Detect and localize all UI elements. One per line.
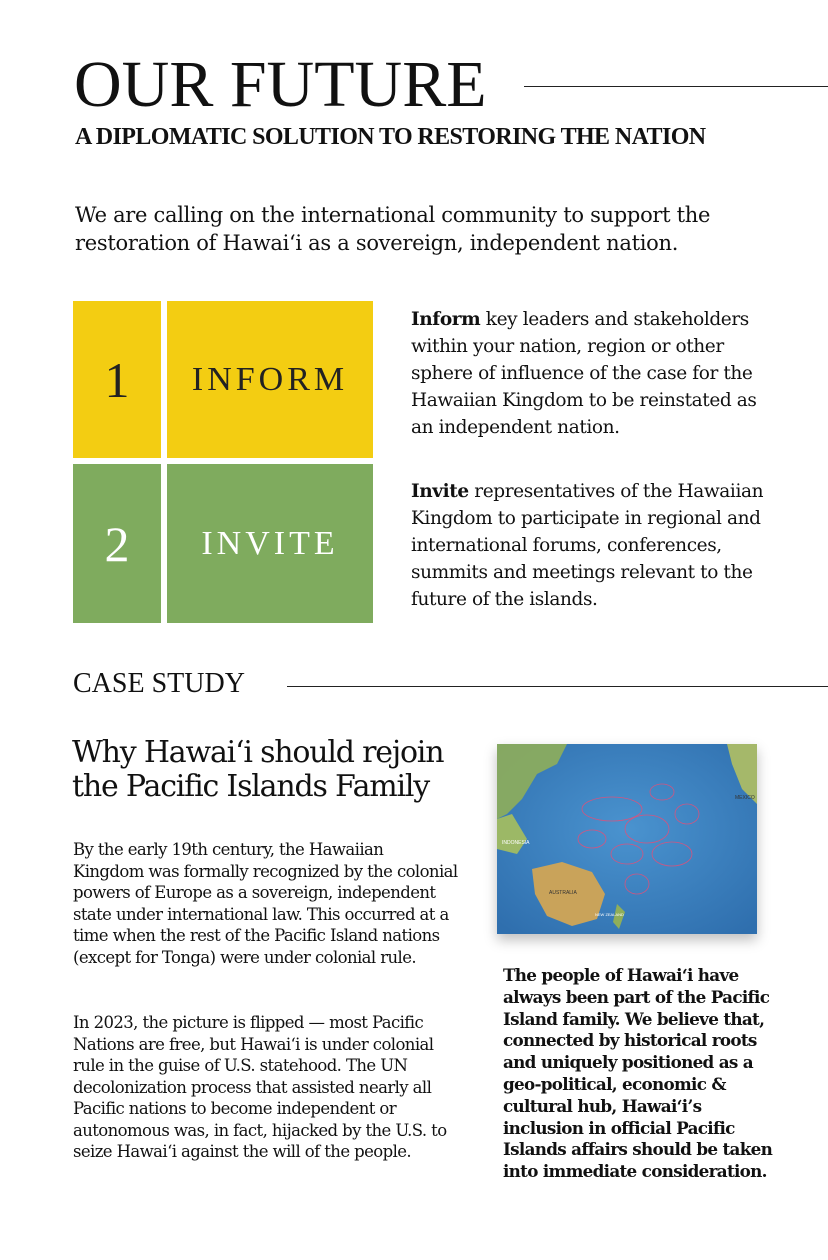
step-2-description	[411, 478, 771, 613]
step-1-number-tile	[73, 301, 161, 458]
map-label-mexico: MEXICO	[735, 795, 755, 801]
step-2-number-tile	[73, 464, 161, 623]
case-study-quote: The people of Hawaiʻi have always been part of the Pacific Island family. We believe that, connected by historical roots and uniquely positioned as a geo-political, economic & cultural hub, Hawaiʻi’s inclusion in official Pacific Islands affairs should be taken into immediate consideration.	[503, 965, 773, 1182]
step-1-lead: Inform	[411, 309, 481, 330]
pacific-map-image	[497, 744, 757, 934]
page-subtitle: A DIPLOMATIC SOLUTION TO RESTORING THE NATION	[75, 124, 706, 150]
step-2-number: 2	[104, 515, 130, 572]
step-1-label: INFORM	[191, 360, 349, 398]
map-label-indonesia: INDONESIA	[502, 840, 530, 846]
step-2-label-tile	[167, 464, 373, 623]
step-1-description	[411, 306, 771, 441]
map-label-australia: AUSTRALIA	[549, 890, 577, 896]
case-study-paragraph-2: In 2023, the picture is flipped — most Pacific Nations are free, but Hawaiʻi is under colonial rule in the guise of U.S. statehood. The UN decolonization process that assisted nearly all Pacific nations to become independent or autonomous was, in fact, hijacked by the U.S. to seize Hawaiʻi against the will of the people.	[73, 1013, 447, 1161]
case-study-paragraph-1: By the early 19th century, the Hawaiian Kingdom was formally recognized by the colonial powers of Europe as a sovereign, independent state under international law. This occurred at a time when the rest of the Pacific Island nations (except for Tonga) were under colonial rule.	[73, 840, 458, 967]
step-1-number: 1	[104, 351, 130, 408]
map-label-new-zealand: NEW ZEALAND	[595, 912, 624, 917]
step-2-label: INVITE	[201, 524, 339, 562]
intro-text: We are calling on the international community to support the restoration of Hawaiʻi as a sovereign, independent nation.	[75, 203, 711, 255]
title-divider	[524, 86, 828, 87]
case-study-divider	[287, 686, 828, 687]
case-study-label: CASE STUDY	[73, 668, 245, 699]
step-2-text: representatives of the Hawaiian Kingdom to participate in regional and international forums, conferences, summits and meetings relevant to the future of the islands.	[411, 481, 764, 610]
step-1-text: key leaders and stakeholders within your nation, region or other sphere of influence of the case for the Hawaiian Kingdom to be reinstated as an independent nation.	[411, 309, 757, 438]
pacific-map-graphic	[497, 744, 757, 934]
case-study-heading: Why Hawaiʻi should rejoin the Pacific Islands Family	[72, 735, 444, 804]
page-title: OUR FUTURE	[74, 48, 487, 121]
step-1-label-tile	[167, 301, 373, 458]
step-2-lead: Invite	[411, 481, 469, 502]
